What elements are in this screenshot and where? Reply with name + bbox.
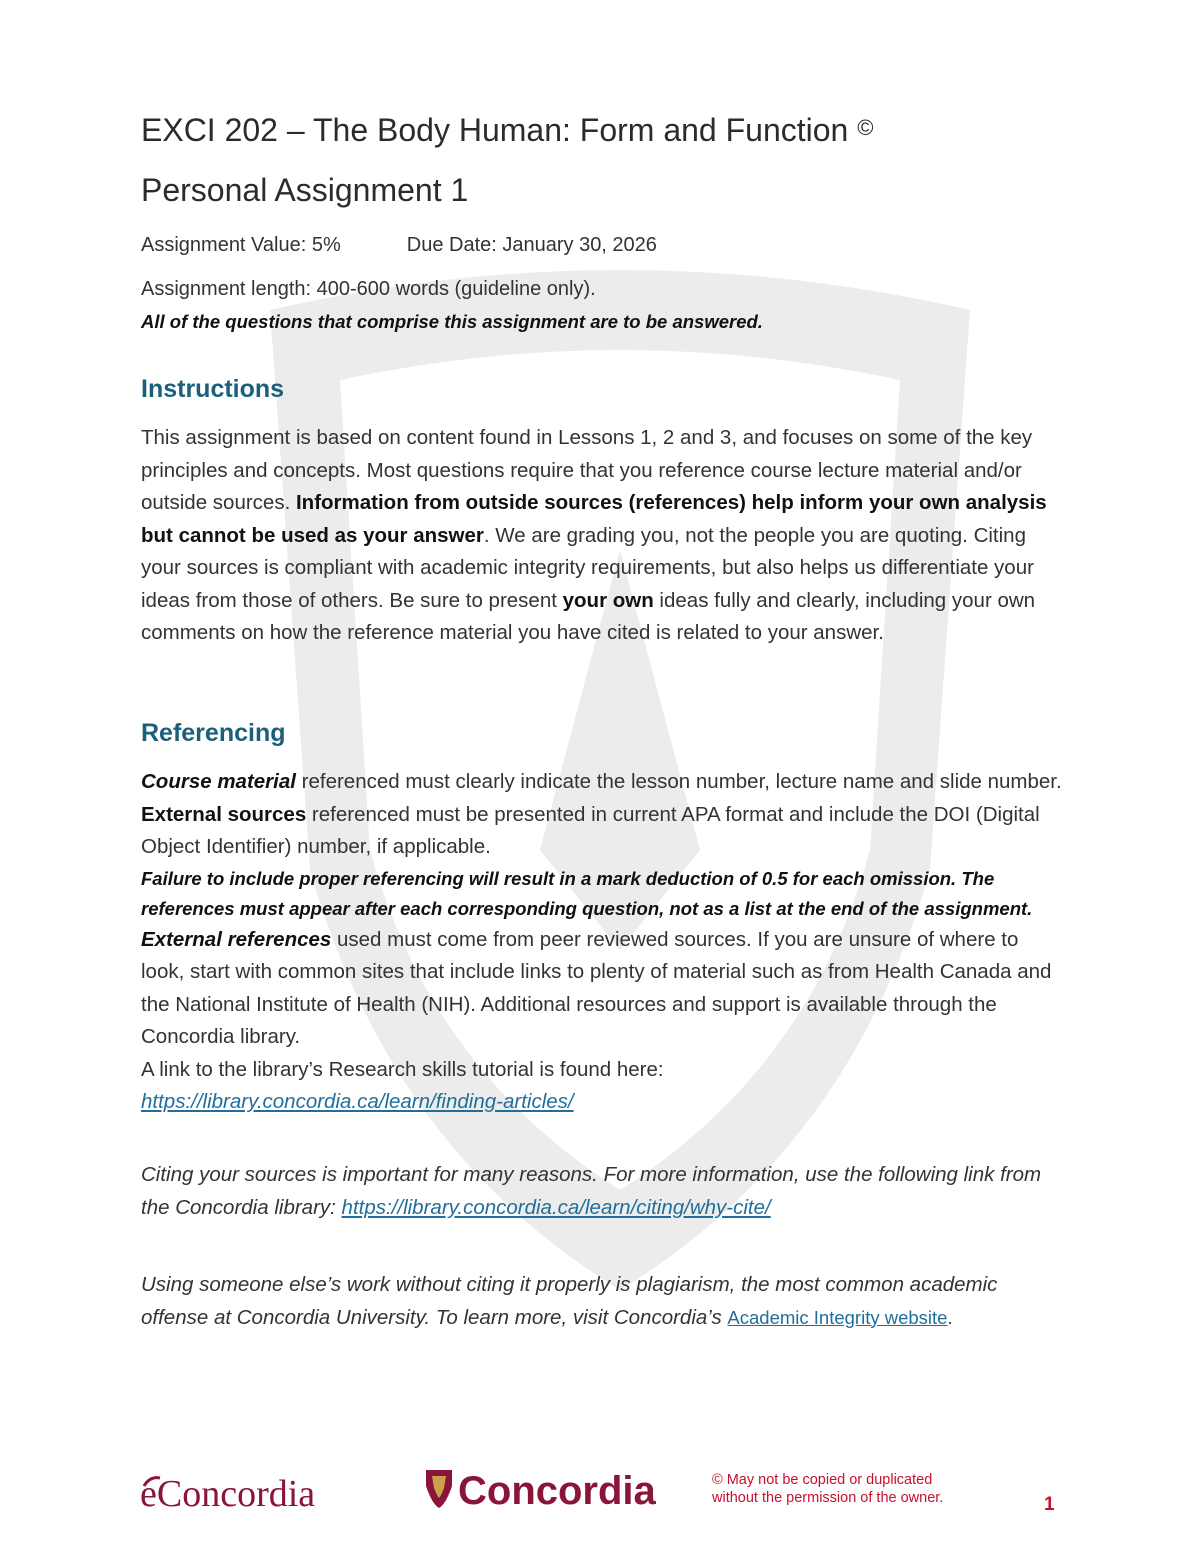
econcordia-logo-text: eConcordia (140, 1473, 316, 1514)
copyright-notice: © May not be copied or duplicated without the permission of the owner. (712, 1472, 944, 1506)
referencing-warning: Failure to include proper referencing will result in a mark deduction of 0.5 for each omission. The references must appear after each corresponding question, not as a list at the end of the assignment. (141, 867, 1033, 919)
page-footer (0, 1440, 1200, 1553)
concordia-logo-text: Concordia (458, 1469, 656, 1513)
copyright-symbol: © (857, 115, 874, 140)
instructions-paragraph: This assignment is based on content found in Lessons 1, 2 and 3, and focuses on some of the key principles and concepts. Most questions require that you reference course lecture material and/or outside sources. Information from outside sources (references) help inform your own analysis but cannot be used as your answer. We are grading you, not the people you are quoting. Citing your sources is compliant with academic integrity requirements, but also helps us differentiate your ideas from those of others. Be sure to present your own ideas fully and clearly, including your own comments on how the reference material you have cited is related to your answer. (141, 426, 1047, 644)
assignment-value: Assignment Value: 5% (141, 234, 341, 256)
concordia-logo (424, 1464, 664, 1514)
referencing-heading: Referencing (141, 719, 286, 747)
external-references-label: External references (141, 927, 332, 951)
document-subtitle: Personal Assignment 1 (141, 172, 469, 208)
referencing-paragraph: Course material referenced must clearly indicate the lesson number, lecture name and slide number. External sources referenced must be presented in current APA format and include the DOI (Digital Object Identifier) number, if applicable. Failure to include proper referencing will result in a mark deduction of 0.5 for each omission. The references must appear after each corresponding question, not as a list at the end of the assignment. External references used must come from peer reviewed sources. If you are unsure of where to look, start with common sites that include links to plenty of material such as from Health Canada and the National Institute of Health (NIH). Additional resources and support is available through the Concordia library. A link to the library’s Research skills tutorial is found here: https://library.concordia.ca/learn/finding-articles/ (141, 766, 1066, 1119)
assignment-length: Assignment length: 400-600 words (guideline only). (141, 278, 596, 300)
instructions-heading: Instructions (141, 375, 285, 403)
finding-articles-link[interactable]: https://library.concordia.ca/learn/finding-articles/ (141, 1090, 574, 1113)
all-questions-note: All of the questions that comprise this assignment are to be answered. (141, 311, 763, 332)
document-title: EXCI 202 – The Body Human: Form and Function © (141, 112, 874, 148)
external-sources-label: External sources (141, 802, 307, 826)
econcordia-logo (140, 1468, 375, 1514)
page-number: 1 (1044, 1494, 1055, 1515)
due-date: Due Date: January 30, 2026 (406, 234, 657, 256)
why-cite-link[interactable]: https://library.concordia.ca/learn/citing/why-cite/ (341, 1195, 771, 1219)
citing-paragraph: Citing your sources is important for many reasons. For more information, use the following link from the Concordia library: https://library.concordia.ca/learn/citing/why-cite/ (141, 1163, 1042, 1219)
course-material-label: Course material (141, 770, 296, 793)
tutorial-text: A link to the library’s Research skills tutorial is found here: (141, 1057, 664, 1081)
assignment-meta (141, 234, 657, 257)
academic-integrity-link[interactable]: Academic Integrity website (727, 1306, 948, 1328)
plagiarism-paragraph: Using someone else’s work without citing it properly is plagiarism, the most common academic offense at Concordia University. To learn more, visit Concordia’s Academic Integrity website. (141, 1273, 998, 1329)
